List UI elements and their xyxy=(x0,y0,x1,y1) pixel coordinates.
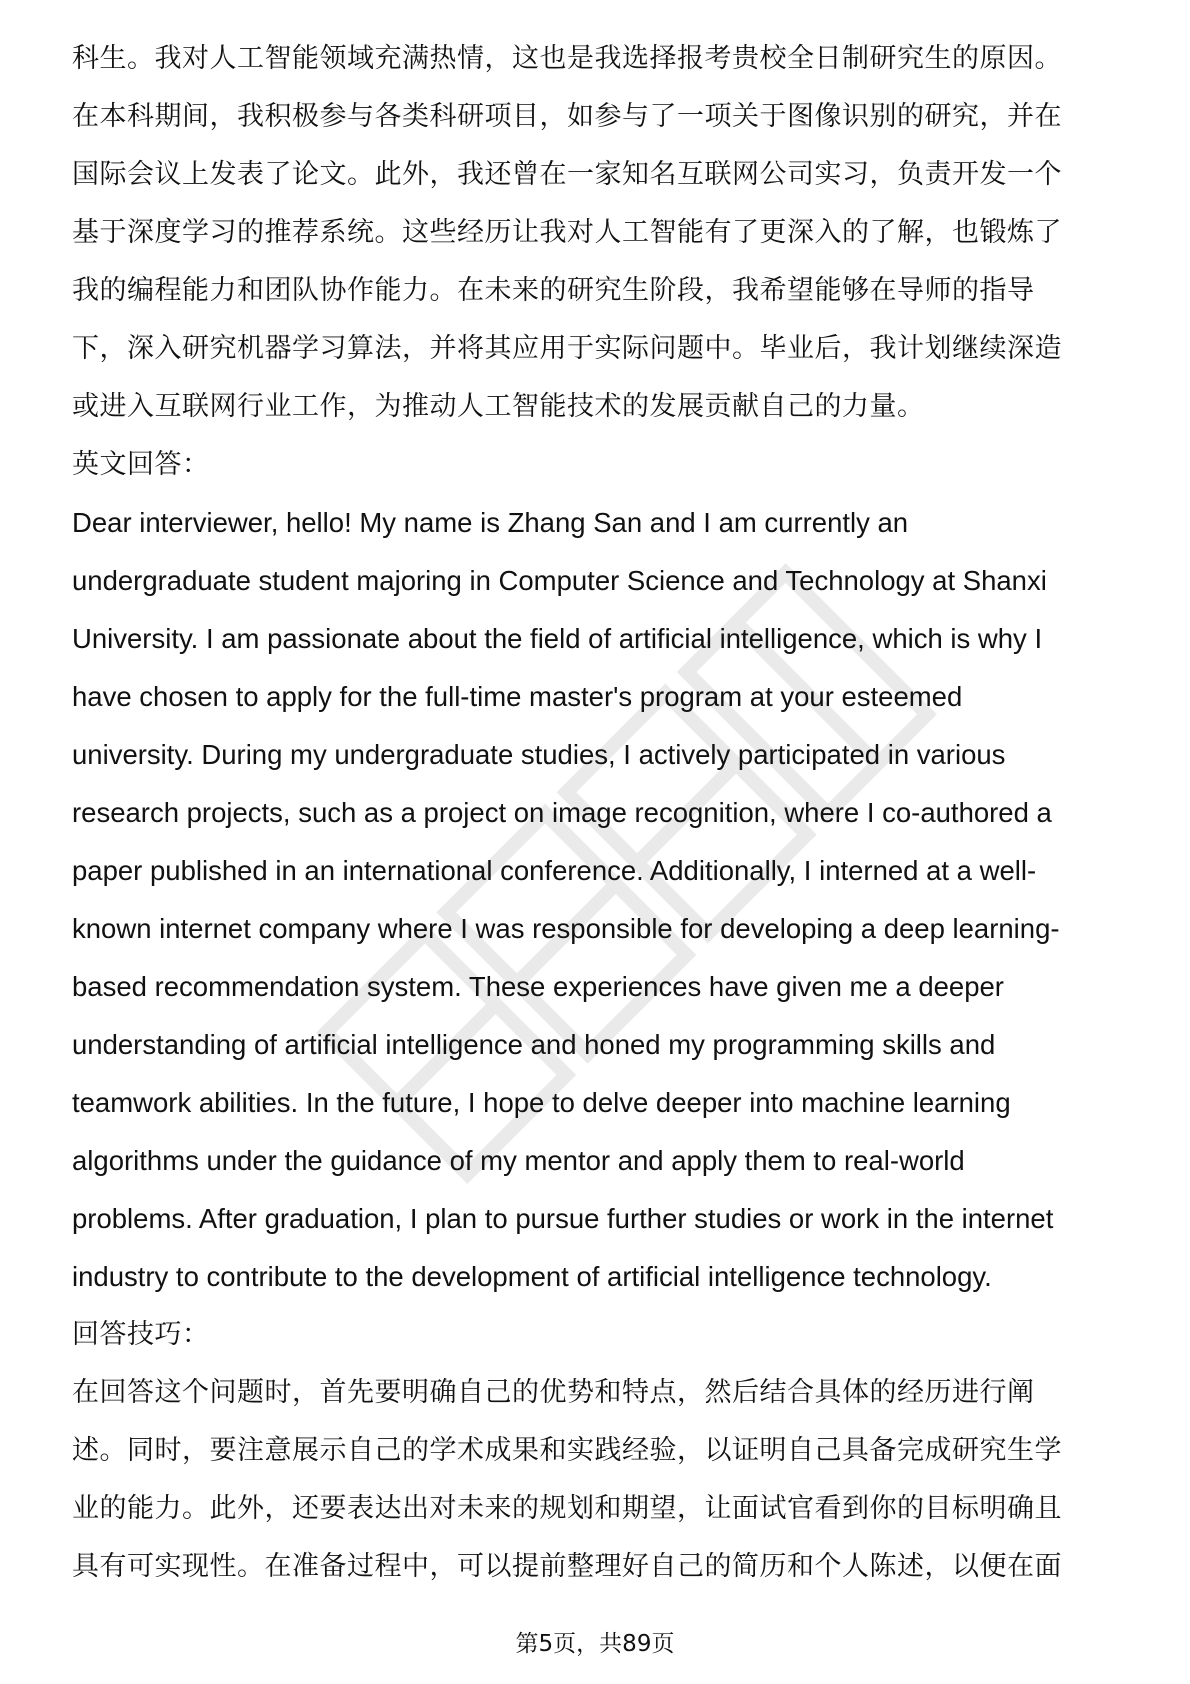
text-line: 在本科期间，我积极参与各类科研项目，如参与了一项关于图像识别的研究，并在 xyxy=(72,101,1062,132)
page-number: 第5页，共89页 xyxy=(515,1631,675,1657)
text-line: 基于深度学习的推荐系统。这些经历让我对人工智能有了更深入的了解，也锻炼了 xyxy=(72,217,1062,248)
text-line: 业的能力。此外，还要表达出对未来的规划和期望，让面试官看到你的目标明确且 xyxy=(72,1493,1062,1524)
text-line: known internet company where I was responsible for developing a deep learning- xyxy=(72,913,1060,944)
section-heading: 英文回答： xyxy=(72,449,210,480)
document-body xyxy=(72,30,1122,1596)
text-line: industry to contribute to the development of artificial intelligence technology. xyxy=(72,1261,992,1292)
text-line: 下，深入研究机器学习算法，并将其应用于实际问题中。毕业后，我计划继续深造 xyxy=(72,333,1062,364)
text-line: Dear interviewer, hello! My name is Zhang San and I am currently an xyxy=(72,507,909,538)
text-line: University. I am passionate about the field of artificial intelligence, which is why I xyxy=(72,623,1043,654)
text-line: understanding of artificial intelligence and honed my programming skills and xyxy=(72,1029,996,1060)
text-line: university. During my undergraduate studies, I actively participated in various xyxy=(72,739,1006,770)
text-line: paper published in an international conference. Additionally, I interned at a well- xyxy=(72,855,1037,886)
text-line: 在回答这个问题时，首先要明确自己的优势和特点，然后结合具体的经历进行阐 xyxy=(72,1377,1035,1408)
text-line: 国际会议上发表了论文。此外，我还曾在一家知名互联网公司实习，负责开发一个 xyxy=(72,159,1062,190)
text-line: based recommendation system. These experiences have given me a deeper xyxy=(72,971,1004,1002)
section-heading: 回答技巧： xyxy=(72,1319,210,1350)
text-line: undergraduate student majoring in Computer Science and Technology at Shanxi xyxy=(72,565,1047,596)
text-line: 具有可实现性。在准备过程中，可以提前整理好自己的简历和个人陈述，以便在面 xyxy=(72,1551,1062,1582)
text-line: have chosen to apply for the full-time master's program at your esteemed xyxy=(72,681,963,712)
text-line: teamwork abilities. In the future, I hope to delve deeper into machine learning xyxy=(72,1087,1011,1118)
text-line: research projects, such as a project on image recognition, where I co-authored a xyxy=(72,797,1052,828)
text-line: algorithms under the guidance of my mentor and apply them to real-world xyxy=(72,1145,965,1176)
text-line: 或进入互联网行业工作，为推动人工智能技术的发展贡献自己的力量。 xyxy=(72,391,925,422)
text-line: problems. After graduation, I plan to pursue further studies or work in the internet xyxy=(72,1203,1054,1234)
text-line: 我的编程能力和团队协作能力。在未来的研究生阶段，我希望能够在导师的指导 xyxy=(72,275,1035,306)
text-line: 科生。我对人工智能领域充满热情，这也是我选择报考贵校全日制研究生的原因。 xyxy=(72,43,1062,74)
text-line: 述。同时，要注意展示自己的学术成果和实践经验，以证明自己具备完成研究生学 xyxy=(72,1435,1062,1466)
